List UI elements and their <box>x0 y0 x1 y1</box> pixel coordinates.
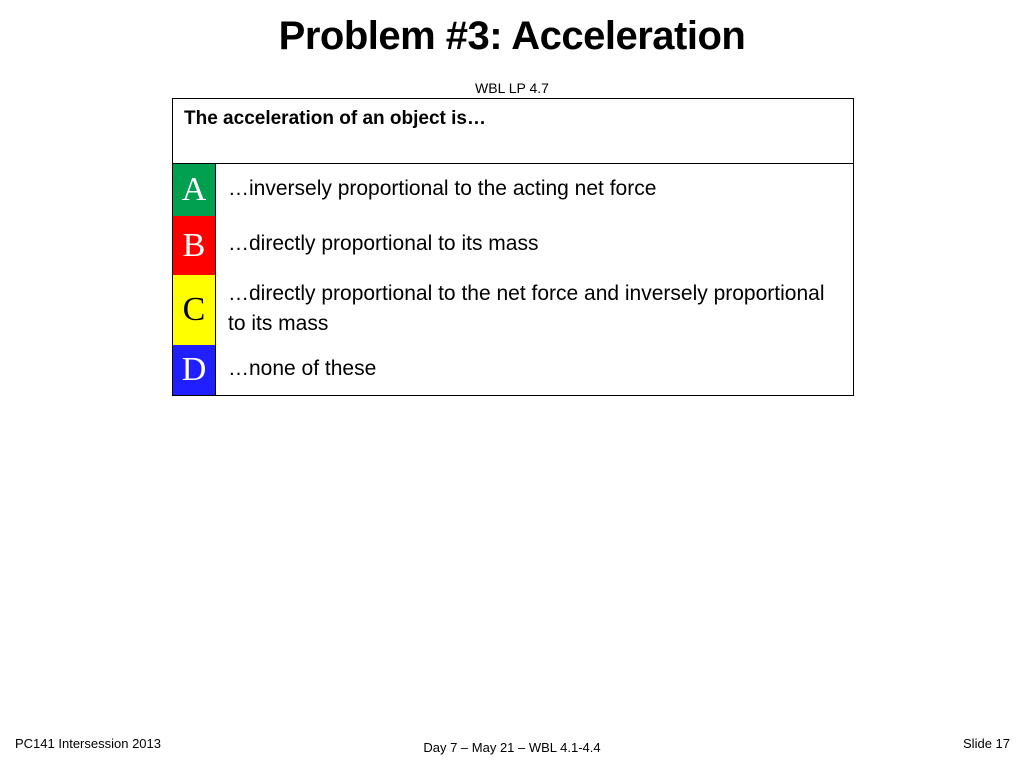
choice-a[interactable] <box>173 164 853 216</box>
choice-c-text: …directly proportional to the net force and inversely proportional to its mass <box>228 282 825 335</box>
choice-d-text: …none of these <box>228 357 377 380</box>
choice-a-letter: A <box>173 164 216 216</box>
choice-b-text: …directly proportional to its mass <box>228 232 539 255</box>
footer-course: PC141 Intersession 2013 <box>15 736 161 751</box>
choice-d-letter: D <box>173 345 216 395</box>
choice-c[interactable] <box>173 275 853 345</box>
footer-slide-number: Slide 17 <box>963 736 1010 751</box>
question-table <box>172 98 854 396</box>
choice-b-letter: B <box>173 216 216 275</box>
choice-a-text: …inversely proportional to the acting net force <box>228 177 657 200</box>
slide-subtitle: WBL LP 4.7 <box>475 80 549 96</box>
question-prompt: The acceleration of an object is… <box>173 99 853 164</box>
footer-day: Day 7 – May 21 – WBL 4.1-4.4 <box>423 740 601 755</box>
choice-d[interactable] <box>173 345 853 395</box>
choice-b[interactable] <box>173 216 853 275</box>
choice-c-letter: C <box>173 275 216 345</box>
slide-title: Problem #3: Acceleration <box>278 14 746 58</box>
